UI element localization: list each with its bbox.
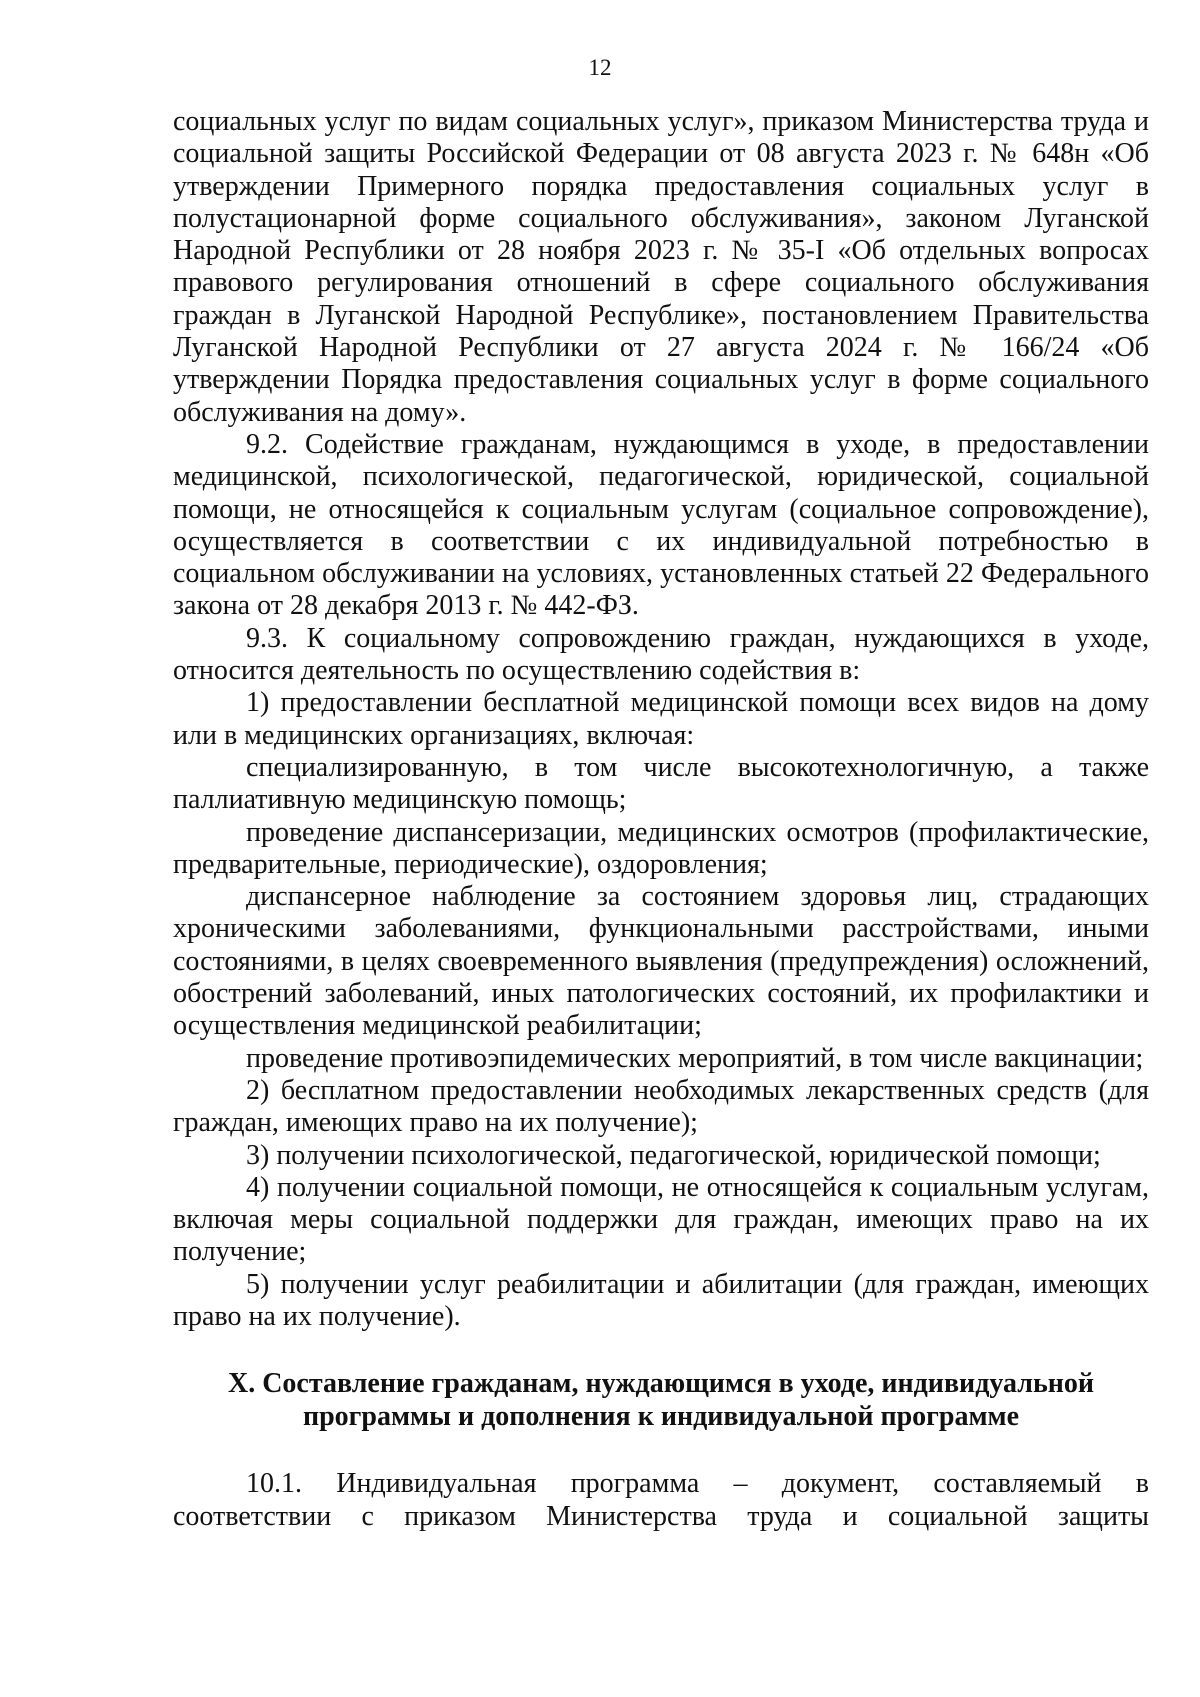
paragraph-item-5: 5) получении услуг реабилитации и абилитации (для граждан, имеющих право на их получение).: [173, 1268, 1149, 1332]
paragraph-item-4: 4) получении социальной помощи, не относящейся к социальным услугам, включая меры социальной поддержки для граждан, имеющих право на их получение;: [173, 1171, 1149, 1268]
paragraph-group-bottom: [173, 1468, 1149, 1533]
paragraph-9-2: 9.2. Содействие гражданам, нуждающимся в уходе, в предоставлении медицинской, психологической, педагогической, юридической, социальной помощи, не относящейся к социальным услугам (социальное сопровождение), осуществляется в соответствии с их индивидуальной потребностью в социальном обслуживании на условиях, установленных статьей 22 Федерального закона от 28 декабря 2013 г. № 442-ФЗ.: [173, 428, 1149, 622]
page-body: [173, 106, 1149, 1533]
paragraph-dispensary: проведение диспансеризации, медицинских осмотров (профилактические, предварительные, периодические), оздоровления;: [173, 816, 1149, 880]
paragraph-group-top: [173, 106, 1149, 1333]
paragraph-continuation: социальных услуг по видам социальных услуг», приказом Министерства труда и социальной защиты Российской Федерации от 08 августа 2023 г. № 648н «Об утверждении Примерного порядка предоставления социальных услуг в полустационарной форме социального обслуживания», законом Луганской Народной Республики от 28 ноября 2023 г. № 35-I «Об отдельных вопросах правового регулирования отношений в сфере социального обслуживания граждан в Луганской Народной Республике», постановлением Правительства Луганской Народной Республики от 27 августа 2024 г. № 166/24 «Об утверждении Порядка предоставления социальных услуг в форме социального обслуживания на дому».: [173, 106, 1149, 428]
paragraph-item-3: 3) получении психологической, педагогической, юридической помощи;: [246, 1139, 1101, 1171]
paragraph-item-2: 2) бесплатном предоставлении необходимых лекарственных средств (для граждан, имеющих право на их получение);: [173, 1074, 1149, 1139]
paragraph-observation: диспансерное наблюдение за состоянием здоровья лиц, страдающих хроническими заболеваниями, функциональными расстройствами, иными состояниями, в целях своевременного выявления (предупреждения) осложнений, обострений заболеваний, иных патологических состояний, их профилактики и осуществления медицинской реабилитации;: [173, 881, 1149, 1042]
paragraph-9-3: 9.3. К социальному сопровождению граждан, нуждающихся в уходе, относится деятельность по осуществлению содействия в:: [173, 622, 1149, 687]
paragraph-10-1: 10.1. Индивидуальная программа – документ, составляемый в соответствии с приказом Министерства труда и социальной защиты: [173, 1468, 1149, 1532]
paragraph-item-1: 1) предоставлении бесплатной медицинской помощи всех видов на дому или в медицинских организациях, включая:: [173, 687, 1149, 751]
page-number: 12: [588, 55, 612, 80]
section-heading: X. Составление гражданам, нуждающимся в уходе, индивидуальной программы и дополнения к индивидуальной программе: [227, 1368, 1095, 1432]
paragraph-antiepidemic: проведение противоэпидемических мероприятий, в том числе вакцинации;: [246, 1042, 1144, 1074]
paragraph-specialized: специализированную, в том числе высокотехнологичную, а также паллиативную медицинскую помощь;: [173, 751, 1149, 816]
